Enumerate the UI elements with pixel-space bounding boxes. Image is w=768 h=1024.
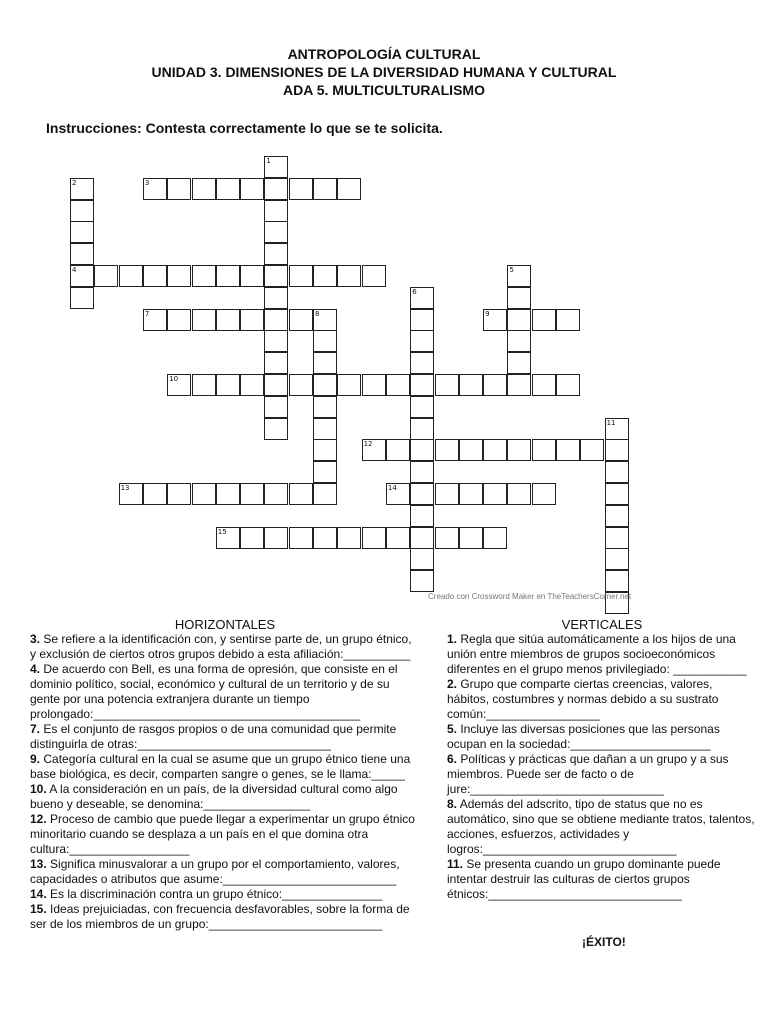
clue-item-text: Se refiere a la identificación con, y sentirse parte de, un grupo étnico, y exclusión de ciertos otros grupos debido a esta afiliación:__________ [30, 632, 412, 661]
crossword-cell[interactable] [264, 352, 288, 374]
clue-item [447, 677, 757, 722]
crossword-cell[interactable] [532, 374, 556, 396]
clue-item [447, 857, 757, 902]
clue-item-text: De acuerdo con Bell, es una forma de opresión, que consiste en el dominio político, social, económico y cultural de un territorio y de su gente por una potencia extranjera durante un tiempo prolongado:________________________________________ [30, 662, 398, 721]
crossword-cell[interactable] [556, 309, 580, 331]
crossword-cell[interactable] [313, 178, 337, 200]
crossword-cell[interactable] [410, 287, 434, 309]
crossword-cell[interactable] [264, 156, 288, 178]
clue-item-number: 11. [447, 857, 464, 871]
clue-item-number: 14. [30, 887, 47, 901]
crossword-cell[interactable] [410, 374, 434, 396]
clue-item [447, 752, 757, 797]
crossword-cell[interactable] [240, 265, 264, 287]
crossword-cell[interactable] [410, 396, 434, 418]
verticales-section [447, 617, 757, 902]
crossword-cell[interactable] [483, 527, 507, 549]
clue-item-number: 1. [447, 632, 458, 646]
crossword-cell[interactable] [410, 461, 434, 483]
clue-number: 8 [315, 309, 320, 318]
crossword-cell[interactable] [94, 265, 118, 287]
crossword-cell[interactable] [313, 352, 337, 374]
clue-number: 7 [144, 309, 150, 318]
crossword-cell[interactable] [507, 483, 531, 505]
crossword-cell[interactable] [289, 265, 313, 287]
crossword-cell[interactable] [167, 483, 191, 505]
crossword-cell[interactable] [337, 178, 361, 200]
clue-number: 3 [144, 178, 150, 187]
verticales-heading: VERTICALES [561, 617, 643, 632]
clue-item-number: 15. [30, 902, 47, 916]
crossword-cell[interactable] [167, 309, 191, 331]
crossword-credit: Creado con Crossword Maker en TheTeachersCorner.net [428, 592, 632, 601]
crossword-cell[interactable] [410, 439, 434, 461]
crossword-cell[interactable] [264, 243, 288, 265]
crossword-cell[interactable] [605, 548, 629, 570]
crossword-cell[interactable] [240, 178, 264, 200]
crossword-cell[interactable] [264, 396, 288, 418]
clue-item-number: 5. [447, 722, 458, 736]
crossword-cell[interactable] [289, 309, 313, 331]
clue-item-number: 8. [447, 797, 458, 811]
clue-item-number: 10. [30, 782, 47, 796]
clue-item-text: Regla que sitúa automáticamente a los hijos de una unión entre miembros de grupos socioeconómicos diferentes en el grupo menos privilegiado: ___________ [447, 632, 747, 676]
crossword-cell[interactable] [216, 309, 240, 331]
crossword-cell[interactable] [507, 352, 531, 374]
crossword-cell[interactable] [459, 374, 483, 396]
crossword-cell[interactable] [240, 483, 264, 505]
crossword-cell[interactable] [556, 374, 580, 396]
clue-item [30, 722, 420, 752]
crossword-cell[interactable] [192, 374, 216, 396]
crossword-cell[interactable] [240, 309, 264, 331]
crossword-cell[interactable] [192, 309, 216, 331]
crossword-cell[interactable] [264, 330, 288, 352]
clue-item-text: Es la discriminación contra un grupo étnico:_______________ [46, 887, 383, 901]
clue-number: 2 [72, 178, 77, 187]
crossword-cell[interactable] [532, 439, 556, 461]
crossword-cell[interactable] [532, 309, 556, 331]
crossword-cell[interactable] [119, 483, 143, 505]
clue-item [30, 752, 420, 782]
crossword-cell[interactable] [264, 221, 288, 243]
clue-item [447, 797, 757, 857]
verticales-clue-list [447, 632, 757, 902]
crossword-cell[interactable] [410, 548, 434, 570]
clue-item [30, 812, 420, 857]
crossword-cell[interactable] [313, 483, 337, 505]
crossword-cell[interactable] [289, 483, 313, 505]
crossword-cell[interactable] [216, 265, 240, 287]
crossword-cell[interactable] [459, 483, 483, 505]
clue-item [447, 722, 757, 752]
crossword-cell[interactable] [143, 483, 167, 505]
crossword-cell[interactable] [337, 527, 361, 549]
crossword-cell[interactable] [605, 418, 629, 440]
crossword-cell[interactable] [386, 527, 410, 549]
clue-item-text: Grupo que comparte ciertas creencias, valores, hábitos, costumbres y normas debido a su sustrato común:_________________ [447, 677, 719, 721]
crossword-cell[interactable] [313, 374, 337, 396]
clue-number: 13 [120, 484, 130, 492]
crossword-cell[interactable] [216, 483, 240, 505]
crossword-cell[interactable] [216, 178, 240, 200]
clue-item-text: Es el conjunto de rasgos propios o de una comunidad que permite distinguirla de otras:_____________________________ [30, 722, 397, 751]
crossword-cell[interactable] [313, 527, 337, 549]
crossword-cell[interactable] [410, 570, 434, 592]
crossword-cell[interactable] [605, 505, 629, 527]
clue-item-text: Políticas y prácticas que dañan a un grupo y a sus miembros. Puede ser de facto o de jure:_____________________________ [447, 752, 729, 796]
clue-number: 5 [509, 266, 514, 274]
crossword-cell[interactable] [435, 527, 459, 549]
crossword-cell[interactable] [143, 178, 167, 200]
crossword-cell[interactable] [70, 243, 94, 265]
crossword-cell[interactable] [167, 374, 191, 396]
crossword-cell[interactable] [459, 439, 483, 461]
crossword-cell[interactable] [313, 330, 337, 352]
crossword-cell[interactable] [483, 374, 507, 396]
crossword-cell[interactable] [264, 309, 288, 331]
crossword-cell[interactable] [192, 483, 216, 505]
crossword-cell[interactable] [313, 418, 337, 440]
crossword-cell[interactable] [289, 527, 313, 549]
crossword-cell[interactable] [507, 330, 531, 352]
clue-item-number: 7. [30, 722, 41, 736]
crossword-cell[interactable] [264, 200, 288, 222]
crossword-cell[interactable] [435, 374, 459, 396]
crossword-cell[interactable] [483, 309, 507, 331]
crossword-cell[interactable] [192, 178, 216, 200]
crossword-cell[interactable] [337, 374, 361, 396]
crossword-cell[interactable] [605, 483, 629, 505]
clue-item-number: 2. [447, 677, 458, 691]
clue-item [30, 887, 420, 902]
crossword-cell[interactable] [362, 439, 386, 461]
crossword-cell[interactable] [386, 439, 410, 461]
clue-item-number: 6. [447, 752, 458, 766]
clue-number: 1 [266, 157, 271, 165]
horizontales-clue-list [30, 632, 420, 932]
clue-item-text: A la consideración en un país, de la diversidad cultural como algo bueno y deseable, se denomina:________________ [30, 782, 398, 811]
crossword-cell[interactable] [70, 200, 94, 222]
crossword-cell[interactable] [605, 439, 629, 461]
crossword-cell[interactable] [556, 439, 580, 461]
crossword-cell[interactable] [264, 418, 288, 440]
crossword-cell[interactable] [362, 374, 386, 396]
crossword-cell[interactable] [435, 439, 459, 461]
crossword-cell[interactable] [119, 265, 143, 287]
clue-item-number: 13. [30, 857, 47, 871]
crossword-cell[interactable] [264, 374, 288, 396]
unit-title: UNIDAD 3. DIMENSIONES DE LA DIVERSIDAD HUMANA Y CULTURAL [151, 64, 617, 80]
crossword-cell[interactable] [605, 461, 629, 483]
crossword-cell[interactable] [216, 374, 240, 396]
clue-item-text: Además del adscrito, tipo de status que no es automático, sino que se obtiene mediante tratos, talentos, acciones, esfuerzos, actividades y logros:_____________________________ [447, 797, 755, 856]
crossword-cell[interactable] [313, 309, 337, 331]
crossword-cell[interactable] [313, 461, 337, 483]
activity-title: ADA 5. MULTICULTURALISMO [283, 82, 485, 98]
instructions: Instrucciones: Contesta correctamente lo que se te solicita. [46, 120, 443, 136]
horizontales-heading: HORIZONTALES [174, 617, 276, 632]
crossword-cell[interactable] [507, 439, 531, 461]
crossword-cell[interactable] [264, 265, 288, 287]
crossword-cell[interactable] [192, 265, 216, 287]
clue-number: 11 [606, 418, 616, 427]
crossword-cell[interactable] [264, 527, 288, 549]
crossword-cell[interactable] [362, 527, 386, 549]
crossword-cell[interactable] [289, 178, 313, 200]
crossword-cell[interactable] [410, 352, 434, 374]
crossword-cell[interactable] [386, 374, 410, 396]
crossword-cell[interactable] [167, 178, 191, 200]
clue-item-text: Significa minusvalorar a un grupo por el comportamiento, valores, capacidades o atributos que asume:__________________________ [30, 857, 400, 886]
crossword-cell[interactable] [459, 527, 483, 549]
crossword-cell[interactable] [264, 178, 288, 200]
clue-number: 12 [363, 440, 373, 449]
clue-number: 6 [412, 287, 417, 296]
crossword-cell[interactable] [386, 483, 410, 505]
crossword-cell[interactable] [167, 265, 191, 287]
clue-item [30, 902, 420, 932]
crossword-cell[interactable] [580, 439, 604, 461]
crossword-cell[interactable] [507, 309, 531, 331]
clue-item-text: Se presenta cuando un grupo dominante puede intentar destruir las culturas de ciertos grupos étnicos:_____________________________ [447, 857, 721, 901]
crossword-cell[interactable] [264, 483, 288, 505]
clue-item-number: 4. [30, 662, 41, 676]
crossword-cell[interactable] [143, 265, 167, 287]
crossword-cell[interactable] [70, 265, 94, 287]
crossword-cell[interactable] [507, 287, 531, 309]
crossword-cell[interactable] [240, 527, 264, 549]
crossword-cell[interactable] [435, 483, 459, 505]
crossword-cell[interactable] [337, 265, 361, 287]
crossword-cell[interactable] [410, 527, 434, 549]
clue-item-number: 12. [30, 812, 47, 826]
crossword-cell[interactable] [362, 265, 386, 287]
crossword-cell[interactable] [216, 527, 240, 549]
crossword-cell[interactable] [410, 418, 434, 440]
clue-item-text: Categoría cultural en la cual se asume que un grupo étnico tiene una base biológica, es decir, comparten sangre o genes, se le llama:_____ [30, 752, 411, 781]
crossword-cell[interactable] [605, 527, 629, 549]
clue-item [30, 857, 420, 887]
clue-number: 9 [485, 309, 490, 318]
crossword-cell[interactable] [410, 505, 434, 527]
crossword-cell[interactable] [483, 439, 507, 461]
closing-message: ¡ÉXITO! [582, 935, 626, 949]
crossword-cell[interactable] [410, 309, 434, 331]
crossword-cell[interactable] [605, 570, 629, 592]
clue-item-text: Proceso de cambio que puede llegar a experimentar un grupo étnico minoritario cuando se desplaza a un país en el que domina otra cultura:__________________ [30, 812, 415, 856]
crossword-cell[interactable] [507, 374, 531, 396]
clue-item [30, 632, 420, 662]
course-title: ANTROPOLOGÍA CULTURAL [287, 46, 481, 62]
crossword-cell[interactable] [410, 330, 434, 352]
clue-number: 4 [72, 266, 77, 274]
crossword-cell[interactable] [313, 396, 337, 418]
clue-item-number: 9. [30, 752, 41, 766]
clue-number: 14 [387, 484, 397, 492]
crossword-cell[interactable] [70, 287, 94, 309]
clue-item-number: 3. [30, 632, 41, 646]
crossword-cell[interactable] [143, 309, 167, 331]
clue-number: 10 [169, 375, 179, 383]
horizontales-section [30, 617, 420, 932]
crossword-cell[interactable] [313, 439, 337, 461]
clue-item [30, 782, 420, 812]
crossword-cell[interactable] [532, 483, 556, 505]
clue-item [30, 662, 420, 722]
crossword-cell[interactable] [507, 265, 531, 287]
clue-number: 15 [217, 527, 227, 536]
crossword-cell[interactable] [410, 483, 434, 505]
crossword-cell[interactable] [264, 287, 288, 309]
clue-item [447, 632, 757, 677]
crossword-cell[interactable] [240, 374, 264, 396]
clue-item-text: Incluye las diversas posiciones que las personas ocupan en la sociedad:_____________________ [447, 722, 720, 751]
crossword-cell[interactable] [313, 265, 337, 287]
crossword-cell[interactable] [483, 483, 507, 505]
crossword-cell[interactable] [289, 374, 313, 396]
crossword-cell[interactable] [70, 178, 94, 200]
crossword-cell[interactable] [70, 221, 94, 243]
clue-item-text: Ideas prejuiciadas, con frecuencia desfavorables, sobre la forma de ser de los miembros de un grupo:__________________________ [30, 902, 410, 931]
